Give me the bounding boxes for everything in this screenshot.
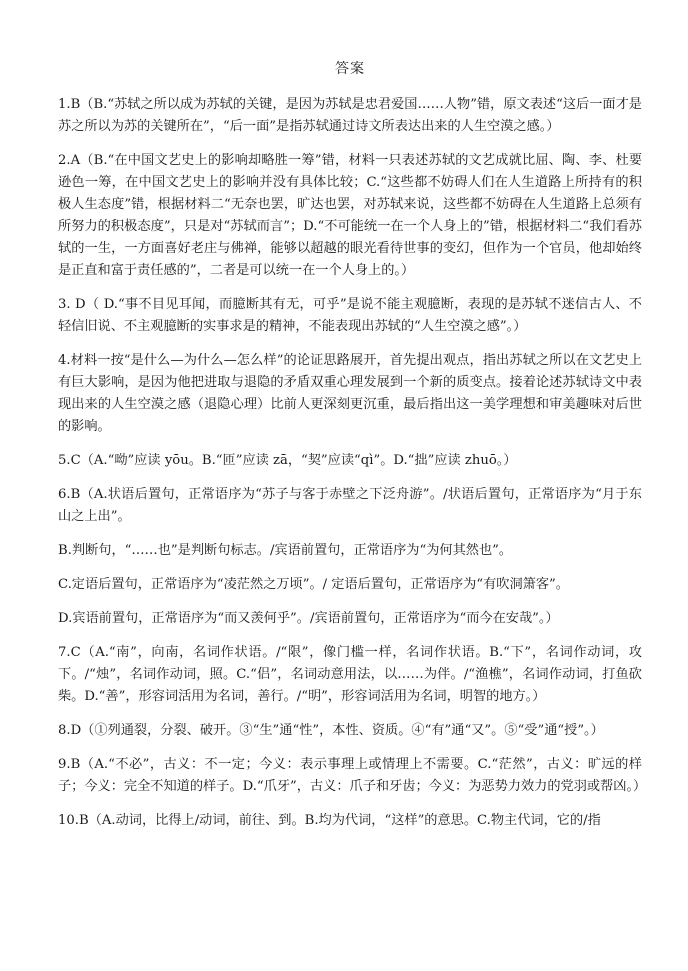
answer-list (58, 94, 647, 832)
answer-item-1: 1.B（B.“苏轼之所以成为苏轼的关键，是因为苏轼是忠君爱国……人物”错，原文表述“这后一面才是苏之所以为苏的关键所在”，“后一面”是指苏轼通过诗文所表达出来的人生空漠之感。） (58, 97, 642, 134)
answer-item-10: 10.B（A.动词，比得上/动词，前往、到。B.均为代词，“这样”的意思。C.物主代词，它的/指 (58, 813, 601, 828)
answer-item-3: 3. D（ D.“事不目见耳闻，而臆断其有无，可乎”是说不能主观臆断，表现的是苏轼不迷信古人、不轻信旧说、不主观臆断的实事求是的精神，不能表现出苏轼的“人生空漠之感”。） (58, 297, 642, 334)
answer-item-4: 4.材料一按“是什么—为什么—怎么样”的论证思路展开，首先提出观点，指出苏轼之所以在文艺史上有巨大影响，是因为他把进取与退隐的矛盾双重心理发展到一个新的质变点。接着论述苏轼诗文中表现出来的人生空漠之感（退隐心理）比前人更深刻更沉重，最后指出这一美学理想和审美趣味对后世的影响。 (58, 353, 642, 434)
page-title: 答案 (335, 61, 365, 77)
answer-item-5: 5.C（A.“呦”应读 yōu。B.“匝”应读 zā，“契”应读“qì”。D.“拙”应读 zhuō。） (58, 453, 517, 468)
answer-item-6c: C.定语后置句，正常语序为“凌茫然之万顷”。/ 定语后置句，正常语序为“有吹洞箫客”。 (58, 577, 569, 592)
answer-item-7: 7.C（A.“南”，向南，名词作状语。/“限”，像门槛一样，名词作状语。B.“下”，名词作动词，攻下。/“烛”，名词作动词，照。C.“侣”，名词动意用法，以……为伴。/“渔樵”，名词作动词，打鱼砍柴。D.“善”，形容词活用为名词，善行。/“明”，形容词活用为名词，明智的地方。） (58, 645, 642, 704)
answer-item-6d: D.宾语前置句，正常语序为“而又羡何乎”。/宾语前置句，正常语序为“而今在安哉”。） (58, 611, 559, 626)
answer-item-6a: 6.B（A.状语后置句，正常语序为“苏子与客于赤壁之下泛舟游”。/状语后置句，正常语序为“月于东山之上出”。 (58, 487, 642, 524)
answer-item-2: 2.A（B.“在中国文艺史上的影响却略胜一筹”错，材料一只表述苏轼的文艺成就比屈、陶、李、杜要逊色一筹，在中国文艺史上的影响并没有具体比较；C.“这些都不妨碍人们在人生道路上所持有的积极人生态度”错，根据材料二“无奈也罢，旷达也罢，对苏轼来说，这些都不妨碍在人生道路上总须有所努力的积极态度”，只是对“苏轼而言”；D.“不可能统一在一个人身上的”错，根据材料二“我们看苏轼的一生，一方面喜好老庄与佛禅，能够以超越的眼光看待世事的变幻，但作为一个官员，他却始终是正直和富于责任感的”，二者是可以统一在一个人身上的。） (58, 153, 642, 278)
answer-item-6b: B.判断句，“……也”是判断句标志。/宾语前置句，正常语序为“为何其然也”。 (58, 543, 513, 558)
answer-item-8: 8.D（①列通裂，分裂、破开。③“生”通“性”，本性、资质。④“有”通“又”。⑤“受”通“授”。） (58, 723, 604, 738)
answer-item-9: 9.B（A.“不必”，古义：不一定；今义：表示事理上或情理上不需要。C.“茫然”，古义：旷远的样子；今义：完全不知道的样子。D.“爪牙”，古义：爪子和牙齿；今义：为恶势力效力的党羽或帮凶。） (58, 757, 647, 794)
